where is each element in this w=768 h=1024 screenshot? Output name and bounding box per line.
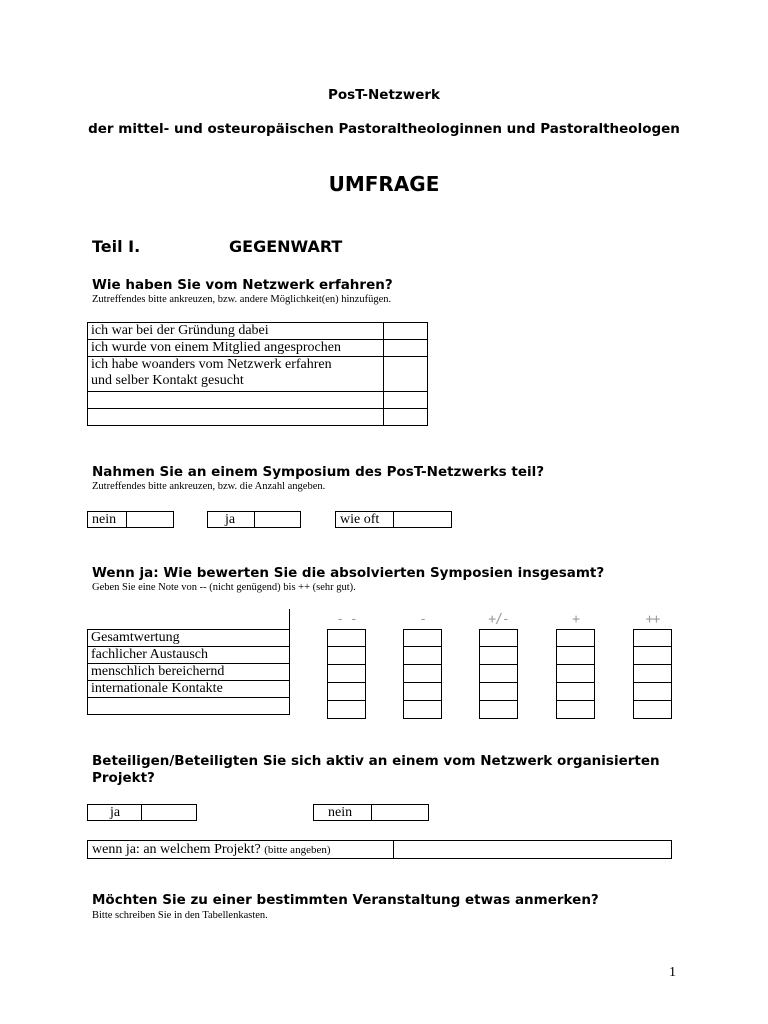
table-row — [88, 357, 428, 392]
question-1-note: Zutreffendes bitte ankreuzen, bzw. andere Möglichkeit(en) hinzufügen. — [92, 294, 392, 305]
table-row — [88, 630, 290, 647]
document-title: PosT-Netzwerk — [327, 87, 441, 103]
rating-cell[interactable] — [403, 647, 442, 665]
option-label: ich war bei der Gründung dabei — [88, 323, 384, 340]
scale-header: - - — [336, 612, 357, 627]
rating-cell[interactable] — [556, 629, 595, 647]
how-often-box[interactable] — [335, 511, 452, 528]
table-row — [88, 392, 428, 409]
project-name-field[interactable] — [87, 840, 672, 859]
table-row — [88, 681, 290, 698]
document-subtitle: der mittel- und osteuropäischen Pastoraltheologinnen und Pastoraltheologen — [88, 121, 680, 137]
scale-header: - — [419, 612, 426, 627]
rating-label: Gesamtwertung — [88, 630, 290, 647]
project-question: wenn ja: an welchem Projekt? — [92, 842, 261, 857]
rating-column — [479, 629, 518, 719]
question-3-title: Wenn ja: Wie bewerten Sie die absolvierten Symposien insgesamt? — [92, 565, 605, 581]
rating-cell[interactable] — [633, 683, 672, 701]
rating-label-table — [87, 629, 290, 715]
project-hint: (bitte angeben) — [264, 844, 331, 856]
project-no-box[interactable] — [313, 804, 429, 821]
how-often-label: wie oft — [336, 512, 394, 527]
blank-option-input[interactable] — [88, 409, 384, 426]
checkbox-cell[interactable] — [384, 357, 428, 392]
question-5-note: Bitte schreiben Sie in den Tabellenkasten. — [92, 910, 268, 921]
question-2-note: Zutreffendes bitte ankreuzen, bzw. die Anzahl angeben. — [92, 481, 326, 492]
table-row — [88, 409, 428, 426]
question-4-title: Beteiligen/Beteiligten Sie sich aktiv an einem vom Netzwerk organisierten — [92, 753, 660, 769]
blank-option-input[interactable] — [88, 392, 384, 409]
rating-cell[interactable] — [327, 683, 366, 701]
part-name: GEGENWART — [229, 237, 343, 256]
survey-heading: UMFRAGE — [328, 172, 440, 196]
question-4-title-line-2: Projekt? — [92, 770, 155, 786]
rating-cell[interactable] — [403, 701, 442, 719]
part-label: Teil I. — [92, 237, 141, 256]
rating-cell[interactable] — [479, 701, 518, 719]
option-label: ich wurde von einem Mitglied angesprochen — [88, 340, 384, 357]
rating-cell[interactable] — [327, 647, 366, 665]
rating-cell[interactable] — [633, 701, 672, 719]
rating-cell[interactable] — [327, 665, 366, 683]
rating-cell[interactable] — [633, 665, 672, 683]
yes-answer-box[interactable] — [207, 511, 301, 528]
scale-header: + — [572, 612, 579, 627]
rating-cell[interactable] — [633, 647, 672, 665]
rating-column — [556, 629, 595, 719]
scale-header: +/- — [488, 612, 509, 627]
scale-header: ++ — [645, 612, 660, 627]
yes-label: ja — [208, 512, 255, 527]
rating-cell[interactable] — [556, 665, 595, 683]
checkbox-cell[interactable] — [384, 392, 428, 409]
rating-label: internationale Kontakte — [88, 681, 290, 698]
rating-cell[interactable] — [556, 701, 595, 719]
table-row — [88, 664, 290, 681]
question-3-note: Geben Sie eine Note von -- (nicht genügend) bis ++ (sehr gut). — [92, 582, 356, 593]
question-2-title: Nahmen Sie an einem Symposium des PosT-Netzwerks teil? — [92, 464, 545, 480]
no-answer-box[interactable] — [87, 511, 174, 528]
rating-cell[interactable] — [403, 665, 442, 683]
rating-cell[interactable] — [327, 629, 366, 647]
rating-cell[interactable] — [479, 683, 518, 701]
question-1-table — [87, 322, 428, 426]
rating-cell[interactable] — [403, 629, 442, 647]
option-line-1: ich habe woanders vom Netzwerk erfahren — [91, 357, 332, 372]
rating-cell[interactable] — [479, 665, 518, 683]
rating-column — [327, 629, 366, 719]
question-5-title: Möchten Sie zu einer bestimmten Veranstaltung etwas anmerken? — [92, 892, 599, 908]
table-row — [88, 340, 428, 357]
table-row — [88, 698, 290, 715]
rating-cell[interactable] — [479, 647, 518, 665]
project-name-label — [88, 841, 394, 858]
rating-cell[interactable] — [327, 701, 366, 719]
divider — [289, 609, 290, 629]
rating-label: menschlich bereichernd — [88, 664, 290, 681]
rating-column — [403, 629, 442, 719]
rating-cell[interactable] — [403, 683, 442, 701]
option-line-2: und selber Kontakt gesucht — [91, 373, 244, 388]
option-label — [88, 357, 384, 392]
checkbox-cell[interactable] — [384, 340, 428, 357]
project-yes-box[interactable] — [87, 804, 197, 821]
rating-cell[interactable] — [633, 629, 672, 647]
checkbox-cell[interactable] — [384, 409, 428, 426]
page-number: 1 — [669, 965, 676, 980]
no-label: nein — [88, 512, 127, 527]
table-row — [88, 647, 290, 664]
rating-cell[interactable] — [479, 629, 518, 647]
table-row — [88, 323, 428, 340]
yes-label: ja — [88, 805, 142, 820]
question-1-title: Wie haben Sie vom Netzwerk erfahren? — [92, 277, 393, 293]
blank-rating-label[interactable] — [88, 698, 290, 715]
rating-column — [633, 629, 672, 719]
no-label: nein — [314, 805, 372, 820]
rating-cell[interactable] — [556, 647, 595, 665]
rating-cell[interactable] — [556, 683, 595, 701]
checkbox-cell[interactable] — [384, 323, 428, 340]
rating-label: fachlicher Austausch — [88, 647, 290, 664]
